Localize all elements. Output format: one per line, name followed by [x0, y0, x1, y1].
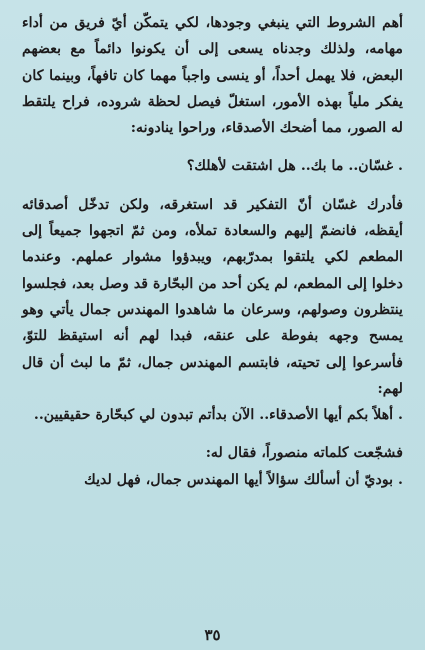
paragraph-3: فأدرك غسّان أنّ التفكير قد استغرقه، ولكن تدخّل أصدقائه أيقظه، فانضمّ إليهم والسعادة تملأه، ومن ثمّ اتجهوا جميعاً إلى المطعم لكي يلتقوا بمدرّبهم، ويبدؤوا مشوار عملهم. وعندما دخلوا إلى المطعم، لم يكن أحد من البحّارة قد وصل بعد، فجلسوا ينتظرون وصولهم، وسرعان ما شاهدوا المهندس جمال يأتي وهو يمسح وجهه بفوطة على عنقه، فبدا لهم أنه استيقظ للتوّ، فأسرعوا إلى تحيته، فابتسم المهندس جمال، ثمّ ما لبث أن قال لهم: — [22, 196, 403, 397]
page-body-text — [22, 10, 403, 493]
paragraph-2-dialog: . غسّان.. ما بك.. هل اشتقت لأهلك؟ — [186, 158, 403, 175]
paragraph-4-dialog: . أهلاً بكم أيها الأصدقاء.. الآن بدأتم تبدون لي كبحّارة حقيقيين.. — [33, 407, 403, 424]
paragraph-1: أهم الشروط التي ينبغي وجودها، لكي يتمكّن أيّ فريق من أداء مهامه، ولذلك وجدناه يسعى إلى أن يكونوا دائماً مع بعضهم البعض، فلا يهمل أحداً، أو ينسى واجباً مهما كان تافهاً، وبينما كان يفكر ملياً بهذه الأمور، استغلّ فيصل لحظة شروده، فراح يلتقط له الصور، مما أضحك الأصدقاء، وراحوا ينادونه: — [22, 15, 403, 137]
page-number: ٣٥ — [204, 626, 221, 644]
paragraph-5: فشجّعت كلماته منصوراً، فقال له: — [205, 445, 403, 462]
paragraph-6-dialog: . بوديّ أن أسألك سؤالاً أيها المهندس جمال، فهل لديك — [84, 471, 403, 488]
